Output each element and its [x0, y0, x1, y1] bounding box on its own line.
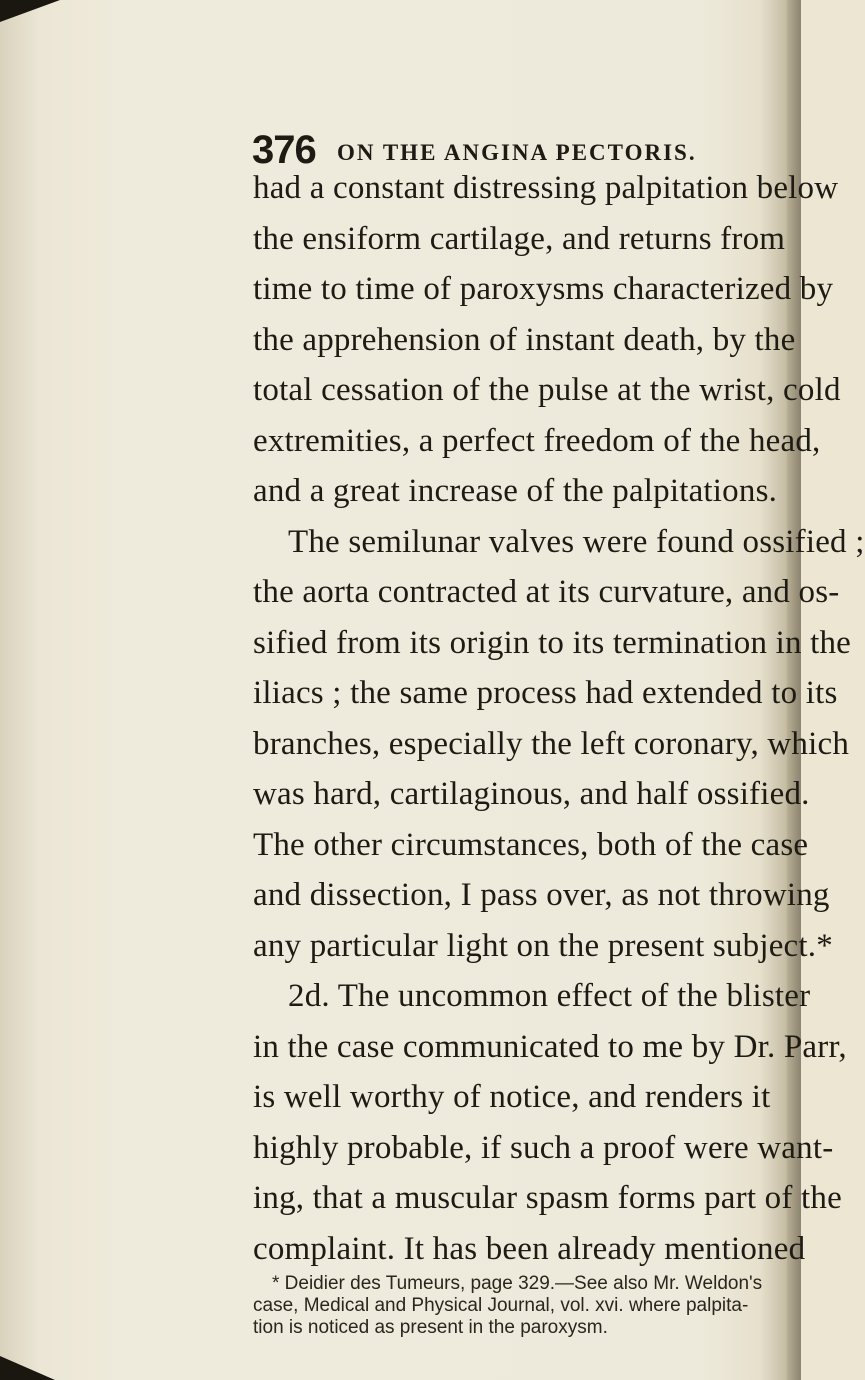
page-header: [252, 128, 697, 173]
text-line: branches, especially the left coronary, which: [253, 725, 850, 762]
text-line: the ensiform cartilage, and returns from: [253, 220, 786, 257]
page-corner-shadow-bottom: [0, 1356, 55, 1380]
text-line: in the case communicated to me by Dr. Parr,: [253, 1028, 847, 1065]
footnote-line: * Deidier des Tumeurs, page 329.—See also Mr. Weldon's: [272, 1273, 763, 1294]
footnote-line: tion is noticed as present in the paroxysm.: [253, 1317, 608, 1338]
text-line: any particular light on the present subject.*: [253, 927, 833, 964]
running-title: ON THE ANGINA PECTORIS.: [337, 140, 697, 165]
page-number: 376: [252, 128, 316, 172]
text-line: the apprehension of instant death, by the: [253, 321, 796, 358]
text-line: The semilunar valves were found ossified ;: [288, 523, 865, 560]
text-line: extremities, a perfect freedom of the head,: [253, 422, 821, 459]
text-line: ing, that a muscular spasm forms part of the: [253, 1180, 842, 1216]
text-line: is well worthy of notice, and renders it: [253, 1079, 771, 1115]
text-line: and dissection, I pass over, as not throwing: [253, 877, 830, 913]
text-line: was hard, cartilaginous, and half ossified.: [253, 776, 810, 812]
footnote-line: case, Medical and Physical Journal, vol. xvi. where palpita-: [253, 1295, 749, 1316]
text-line: and a great increase of the palpitations.: [253, 473, 778, 509]
text-line: total cessation of the pulse at the wrist, cold: [253, 372, 841, 408]
text-line: 2d. The uncommon effect of the blister: [288, 978, 811, 1014]
text-line: had a constant distressing palpitation below: [253, 170, 839, 206]
page-corner-shadow: [0, 0, 60, 22]
text-line: complaint. It has been already mentioned: [253, 1230, 806, 1267]
text-line: sified from its origin to its termination in the: [253, 624, 852, 661]
text-line: the aorta contracted at its curvature, and os-: [253, 574, 840, 610]
text-line: iliacs ; the same process had extended to its: [253, 675, 838, 711]
text-line: highly probable, if such a proof were want-: [253, 1129, 834, 1166]
text-line: time to time of paroxysms characterized by: [253, 271, 834, 307]
text-line: The other circumstances, both of the case: [253, 826, 809, 863]
